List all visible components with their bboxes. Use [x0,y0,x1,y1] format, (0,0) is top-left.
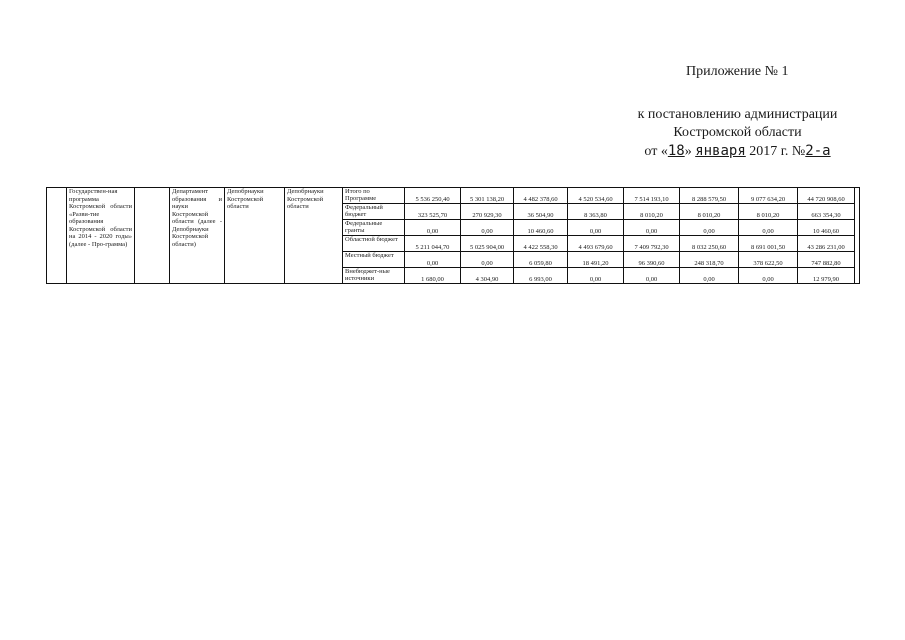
value-cell: 0,00 [568,220,624,236]
value-cell: 248 318,70 [680,252,739,268]
value-cell: 8 010,20 [680,204,739,220]
department-cell: Департамент образования и науки Костромской области (далее - Депобрнауки Костромской области) [170,188,225,284]
date-year: 2017 г. № [745,144,806,159]
value-cell: 6 059,80 [514,252,568,268]
value-cell: 4 304,90 [461,268,514,284]
decree-date [620,142,855,161]
value-cell: 4 493 679,60 [568,236,624,252]
decree-line-2: Костромской области [673,125,802,140]
value-cell: 12 979,90 [798,268,855,284]
date-month: января [695,143,746,159]
value-cell: 0,00 [405,220,461,236]
value-cell: 0,00 [739,268,798,284]
source-cell: Федеральный бюджет [343,204,405,220]
executor-cell: Депобрнауки Костромской области [225,188,285,284]
index-cell [47,188,67,284]
program-cell: Государствен-ная программа Костромской области «Разви-тие образования Костромской области на 2014 - 2020 годы» (далее - Про-грамма) [67,188,135,284]
source-cell: Областной бюджет [343,236,405,252]
date-sep: » [684,144,696,159]
value-cell: 0,00 [624,220,680,236]
value-cell: 7 409 792,30 [624,236,680,252]
table-row [47,188,860,204]
date-day: 18 [667,143,685,159]
value-cell: 4 520 534,60 [568,188,624,204]
value-cell: 8 032 250,60 [680,236,739,252]
source-cell: Местный бюджет [343,252,405,268]
value-cell: 7 514 193,10 [624,188,680,204]
trailing-cell [855,188,860,284]
value-cell: 18 491,20 [568,252,624,268]
value-cell: 747 882,80 [798,252,855,268]
empty-cell [135,188,170,284]
value-cell: 5 301 138,20 [461,188,514,204]
value-cell: 8 288 579,50 [680,188,739,204]
value-cell: 44 720 908,60 [798,188,855,204]
value-cell: 43 286 231,00 [798,236,855,252]
value-cell: 10 460,60 [514,220,568,236]
source-cell: Федеральные гранты [343,220,405,236]
value-cell: 0,00 [568,268,624,284]
value-cell: 0,00 [461,220,514,236]
value-cell: 323 525,70 [405,204,461,220]
value-cell: 10 460,60 [798,220,855,236]
value-cell: 6 993,00 [514,268,568,284]
value-cell: 5 536 250,40 [405,188,461,204]
value-cell: 0,00 [680,268,739,284]
value-cell: 4 422 558,30 [514,236,568,252]
value-cell: 4 482 378,60 [514,188,568,204]
decree-line-1: к постановлению администрации [637,107,838,122]
value-cell: 5 025 904,00 [461,236,514,252]
value-cell: 0,00 [739,220,798,236]
value-cell: 5 211 044,70 [405,236,461,252]
value-cell: 1 680,00 [405,268,461,284]
value-cell: 0,00 [405,252,461,268]
appendix-title: Приложение № 1 [686,64,789,79]
value-cell: 8 010,20 [739,204,798,220]
value-cell: 8 010,20 [624,204,680,220]
source-cell: Итого по Программе [343,188,405,204]
decree-block [620,106,855,161]
value-cell: 0,00 [680,220,739,236]
source-cell: Внебюджет-ные источники [343,268,405,284]
value-cell: 0,00 [461,252,514,268]
coexecutor-cell: Депобрнауки Костромской области [285,188,343,284]
budget-table [46,187,860,284]
value-cell: 9 077 634,20 [739,188,798,204]
value-cell: 96 390,60 [624,252,680,268]
value-cell: 378 622,50 [739,252,798,268]
value-cell: 663 354,30 [798,204,855,220]
date-number: 2-а [805,143,831,159]
value-cell: 8 691 001,50 [739,236,798,252]
value-cell: 36 504,90 [514,204,568,220]
value-cell: 8 363,80 [568,204,624,220]
value-cell: 0,00 [624,268,680,284]
value-cell: 270 929,30 [461,204,514,220]
date-prefix: от « [644,144,668,159]
